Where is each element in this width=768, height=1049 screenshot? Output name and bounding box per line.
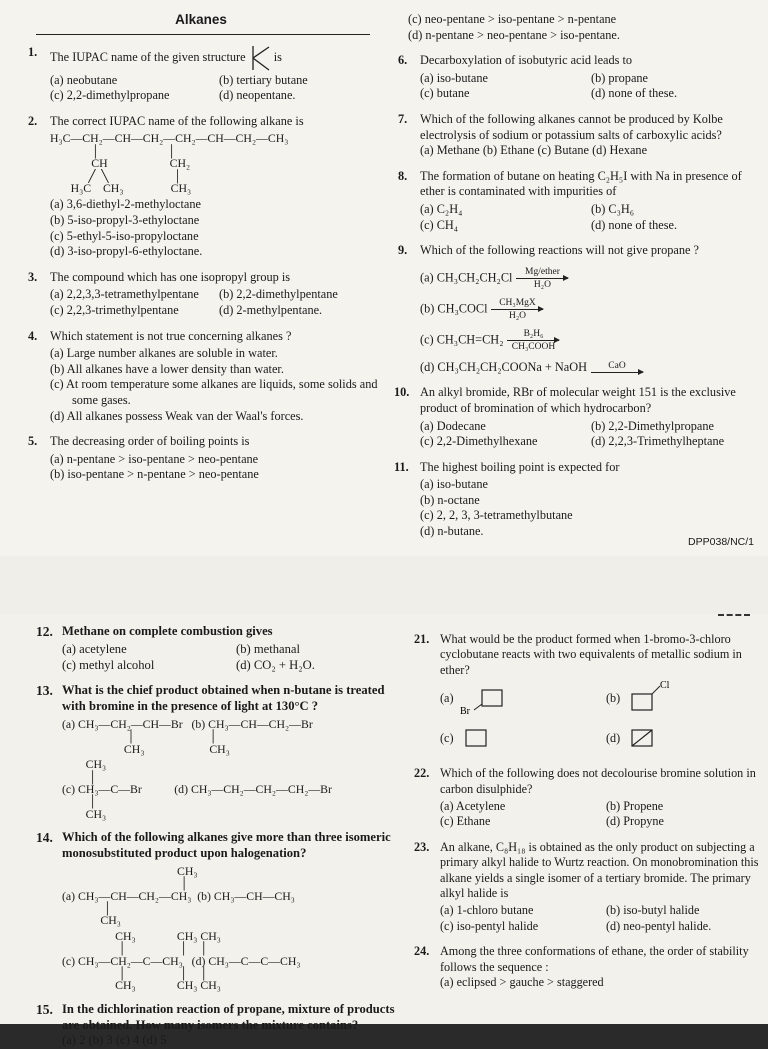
question-stem: Which of the following alkanes cannot be produced by Kolbe electrolysis of sodium or potassium salts of carboxylic acids? bbox=[420, 111, 723, 142]
reaction-reactant: (a) CH₃CH₂CH₂Cl bbox=[420, 270, 513, 285]
option-label: (d) bbox=[606, 730, 621, 745]
option-list bbox=[420, 202, 754, 233]
option: (d) n-butane. bbox=[420, 524, 484, 539]
question-stem: In the dichlorination reaction of propane, mixture of products are obtained. How many isomers the mixture contains? bbox=[62, 1001, 395, 1032]
option: (a) iso-butane bbox=[420, 70, 488, 85]
option: (d) 2,2,3-Trimethylheptane bbox=[591, 434, 725, 449]
option: (c) CH₄ bbox=[420, 217, 459, 232]
question-stem: Decarboxylation of isobutyric acid leads to bbox=[420, 53, 633, 68]
option: (c) 2,2-dimethylpropane bbox=[50, 88, 170, 103]
option: (a) Dodecane bbox=[420, 418, 486, 433]
option: (d) none of these. bbox=[591, 217, 678, 232]
option: (c) Ethane bbox=[440, 814, 491, 829]
option-structures: CH₃ │ (a) CH₃—CH—CH₂—CH₃ (b) CH₃—CH—CH₃ │ CH₃ bbox=[62, 863, 295, 928]
option: (c) methyl alcohol bbox=[62, 657, 155, 672]
reaction-reactant: (c) CH₃CH=CH₂ bbox=[420, 332, 504, 347]
worksheet-page-2 bbox=[0, 614, 768, 1048]
option: (b) methanal bbox=[236, 641, 300, 656]
option: (a) n-pentane > iso-pentane > neo-pentane bbox=[50, 451, 259, 466]
question-stem-suffix: is bbox=[270, 49, 282, 64]
option-structures: (a) CH₃—CH₂—CH—Br (b) CH₃—CH—CH₂—Br │ │ CH₃ CH₃ bbox=[62, 716, 313, 756]
option-list bbox=[440, 680, 764, 756]
option-list bbox=[62, 642, 402, 674]
question-stem: The highest boiling point is expected for bbox=[420, 459, 620, 474]
option bbox=[606, 720, 764, 756]
question-number: 4. bbox=[28, 328, 38, 343]
cyclobutane-structure-icon bbox=[460, 720, 512, 756]
page1-left-questions bbox=[22, 45, 380, 483]
question bbox=[22, 45, 380, 104]
question-stem: The formation of butane on heating C₂H₅I with Na in presence of ether is contaminated with impurities of bbox=[420, 168, 742, 199]
question-number: 2. bbox=[28, 113, 38, 128]
option: (d) 3-iso-propyl-6-ethyloctane. bbox=[50, 244, 203, 259]
option bbox=[440, 680, 598, 716]
cyclobutane-structure-icon bbox=[460, 680, 512, 716]
svg-text:Br: Br bbox=[459, 706, 470, 718]
question-number: 8. bbox=[398, 168, 408, 183]
cyclobutane-structure-icon bbox=[626, 680, 678, 716]
option: (b) n-octane bbox=[420, 492, 480, 507]
question-number: 7. bbox=[398, 111, 408, 126]
option: (c) iso-pentyl halide bbox=[440, 918, 539, 933]
option-structures: CH₃ │ (c) CH₃—C—Br (d) CH₃—CH₂—CH₂—CH₂—Br │ CH₃ bbox=[62, 757, 332, 821]
question-number: 11. bbox=[394, 459, 409, 474]
question-stem: The correct IUPAC name of the following alkane is bbox=[50, 113, 304, 128]
option: (d) All alkanes possess Weak van der Waal's forces. bbox=[50, 408, 304, 423]
option: (c) butane bbox=[420, 86, 470, 101]
reaction-arrow bbox=[491, 298, 543, 321]
question-number: 21. bbox=[414, 632, 430, 646]
reaction-option bbox=[420, 360, 754, 376]
question-stem: The decreasing order of boiling points is bbox=[50, 434, 250, 449]
option-list bbox=[420, 477, 754, 539]
question bbox=[392, 53, 754, 102]
option-list bbox=[50, 197, 380, 259]
option: (b) 2,2-dimethylpentane bbox=[219, 287, 338, 302]
question-number: 9. bbox=[398, 243, 408, 258]
question bbox=[392, 243, 754, 375]
question bbox=[22, 329, 380, 425]
option-label: (c) bbox=[440, 730, 454, 745]
question-stem: Methane on complete combustion gives bbox=[62, 624, 273, 638]
option-list bbox=[50, 346, 380, 424]
option: (b) propane bbox=[591, 70, 649, 85]
question bbox=[22, 114, 380, 260]
question-stem: Among the three conformations of ethane, the order of stability follows the sequence : bbox=[440, 944, 749, 974]
option: (d) neopentane. bbox=[219, 88, 296, 103]
question-stem: The IUPAC name of the given structure is bbox=[50, 45, 380, 71]
question-stem: What would be the product formed when 1-bromo-3-chloro cyclobutane reacts with two equivalents of metallic sodium in ether? bbox=[440, 632, 742, 677]
cyclobutane-structure-icon bbox=[626, 720, 678, 756]
option: (a) iso-butane bbox=[420, 477, 488, 492]
option: (c) neo-pentane > iso-pentane > n-pentane bbox=[408, 12, 617, 26]
question-number: 5. bbox=[28, 434, 38, 449]
option-structures: CH₃ CH₃ CH₃ │ │ │ (c) CH₃—CH₂—C—CH₃ (d) CH₃—C—C—CH₃ │ │ │ CH₃ CH₃ CH₃ bbox=[62, 928, 301, 993]
option: (a) C₂H₄ bbox=[420, 201, 463, 216]
option: (c) 2,2,3-trimethylpentane bbox=[50, 302, 179, 317]
reaction-reactant: (d) CH₃CH₂CH₂COONa + NaOH bbox=[420, 359, 588, 374]
question-stem: Which of the following does not decolourise bromine solution in carbon disulphide? bbox=[440, 766, 756, 796]
page2-left-column bbox=[34, 614, 402, 1049]
option-list bbox=[50, 287, 380, 318]
question-number: 14. bbox=[36, 830, 53, 846]
question bbox=[34, 683, 402, 820]
page2-right-column bbox=[412, 614, 764, 991]
option-line: (a) eclipsed > gauche > staggered bbox=[440, 975, 604, 990]
option: (b) iso-butyl halide bbox=[606, 903, 700, 918]
page1-right-column bbox=[392, 0, 754, 540]
option-list bbox=[440, 799, 764, 830]
document-code: DPP038/NC/1 bbox=[688, 536, 754, 548]
option: (d) Propyne bbox=[606, 814, 664, 829]
option-list bbox=[50, 73, 380, 104]
question bbox=[412, 766, 764, 830]
question-number: 3. bbox=[28, 269, 38, 284]
reaction-arrow bbox=[591, 361, 643, 374]
option: (d) none of these. bbox=[591, 86, 678, 101]
question bbox=[34, 624, 402, 673]
reaction-arrow bbox=[507, 329, 559, 352]
option-list bbox=[50, 452, 380, 483]
reaction-arrow bbox=[516, 267, 568, 290]
question bbox=[392, 385, 754, 449]
option-label: (a) bbox=[440, 690, 454, 705]
question-number: 15. bbox=[36, 1001, 53, 1017]
question-stem: An alkyl bromide, RBr of molecular weight 151 is the exclusive product of bromination of which hydrocarbon? bbox=[420, 385, 736, 415]
option: (c) 5-ethyl-5-iso-propyloctane bbox=[50, 228, 199, 243]
question-stem: What is the chief product obtained when n-butane is treated with bromine in the presence of light at 130°C ? bbox=[62, 683, 385, 714]
question bbox=[392, 460, 754, 540]
question bbox=[34, 1002, 402, 1049]
option bbox=[606, 680, 764, 716]
option: (d) 2-methylpentane. bbox=[219, 302, 323, 317]
option: (d) n-pentane > neo-pentane > iso-pentane. bbox=[408, 27, 620, 42]
option: (d) CO₂ + H₂O. bbox=[236, 657, 315, 672]
option: (c) At room temperature some alkanes are liquids, some solids and some gases. bbox=[50, 377, 378, 407]
arrow-line-icon bbox=[591, 372, 643, 373]
option-list bbox=[420, 71, 754, 102]
question-stem: An alkane, C₈H₁₈ is obtained as the only product on subjecting a primary alkyl halide to Wurtz reaction. On monobromination this alkane yields a single isomer of a tertiary bromide. The primary alkyl halide is bbox=[440, 839, 759, 901]
page1-left-column bbox=[22, 0, 380, 483]
option-line: (a) Methane (b) Ethane (c) Butane (d) Hexane bbox=[420, 143, 648, 158]
question bbox=[412, 840, 764, 934]
reagent-below: H₂O bbox=[508, 310, 526, 321]
option: (b) C₃H₆ bbox=[591, 201, 635, 216]
question-number: 1. bbox=[28, 44, 38, 59]
option: (a) neobutane bbox=[50, 72, 118, 87]
option-list bbox=[440, 903, 764, 934]
question-number: 23. bbox=[414, 839, 430, 854]
option: (b) tertiary butane bbox=[219, 72, 308, 87]
option: (a) 2,2,3,3-tetramethylpentane bbox=[50, 287, 199, 302]
question-stem: Which of the following reactions will not give propane ? bbox=[420, 243, 699, 258]
question-number: 24. bbox=[414, 944, 430, 959]
page-gap bbox=[0, 556, 768, 614]
option: (b) All alkanes have a lower density than water. bbox=[50, 361, 284, 376]
reagent-above: CaO bbox=[608, 361, 626, 372]
reagent-below: H₂O bbox=[533, 279, 551, 290]
q5-continued bbox=[392, 12, 754, 43]
question-number: 22. bbox=[414, 766, 430, 781]
question-number: 6. bbox=[398, 53, 408, 68]
arrow-line-icon bbox=[507, 340, 559, 341]
svg-text:Cl: Cl bbox=[660, 680, 670, 692]
question-number: 13. bbox=[36, 683, 53, 699]
reaction-option bbox=[420, 329, 754, 352]
option: (b) iso-pentane > n-pentane > neo-pentane bbox=[50, 467, 259, 482]
reagent-above: B₂H₆ bbox=[523, 328, 544, 339]
reagent-above: CH₃MgX bbox=[499, 297, 536, 308]
reagent-above: Mg/ether bbox=[525, 266, 560, 277]
question bbox=[392, 169, 754, 233]
option: (c) 2, 2, 3, 3-tetramethylbutane bbox=[420, 508, 573, 523]
option: (c) 2,2-Dimethylhexane bbox=[420, 434, 538, 449]
neopentane-skeletal-icon bbox=[249, 45, 271, 71]
reaction-reactant: (b) CH₃COCl bbox=[420, 301, 488, 316]
question-stem: The compound which has one isopropyl group is bbox=[50, 269, 291, 284]
question bbox=[392, 112, 754, 159]
reaction-option bbox=[420, 298, 754, 321]
option-label: (b) bbox=[606, 690, 621, 705]
arrow-line-icon bbox=[516, 278, 568, 279]
option: (a) Acetylene bbox=[440, 799, 506, 814]
option: (a) Large number alkanes are soluble in water. bbox=[50, 346, 278, 361]
option: (b) Propene bbox=[606, 799, 664, 814]
question bbox=[22, 434, 380, 483]
option: (b) 5-iso-propyl-3-ethyloctane bbox=[50, 213, 200, 227]
structural-formula: H₃C—CH₂—CH—CH₂—CH₂—CH—CH₂—CH₃ │ │ CH CH₂ ╱ ╲ │ H₃C CH₃ CH₃ bbox=[50, 131, 289, 195]
option: (d) neo-pentyl halide. bbox=[606, 918, 712, 933]
section-title: Alkanes bbox=[175, 12, 227, 27]
option: (a) 3,6-diethyl-2-methyloctane bbox=[50, 197, 201, 212]
page2-right-questions bbox=[412, 632, 764, 991]
question bbox=[22, 270, 380, 319]
page1-right-questions bbox=[392, 53, 754, 539]
option: (b) 2,2-Dimethylpropane bbox=[591, 418, 714, 433]
question-number: 10. bbox=[394, 385, 410, 400]
option: (a) acetylene bbox=[62, 641, 127, 656]
option bbox=[440, 720, 598, 756]
arrow-line-icon bbox=[491, 309, 543, 310]
option-list bbox=[420, 419, 754, 450]
reagent-below: CH₃COOH bbox=[511, 341, 556, 352]
option: (a) 1-chloro butane bbox=[440, 903, 534, 918]
question bbox=[412, 944, 764, 990]
question bbox=[34, 830, 402, 992]
option-line: (a) 2 (b) 3 (c) 4 (d) 5 bbox=[62, 1033, 167, 1048]
page2-left-questions bbox=[34, 624, 402, 1049]
question bbox=[412, 632, 764, 756]
title-rule bbox=[36, 34, 370, 35]
question-number: 12. bbox=[36, 624, 53, 639]
question-stem: Which statement is not true concerning alkanes ? bbox=[50, 328, 292, 343]
reaction-option bbox=[420, 267, 754, 290]
question-stem: Which of the following alkanes give more than three isomeric monosubstituted product upon halogenation? bbox=[62, 830, 391, 861]
